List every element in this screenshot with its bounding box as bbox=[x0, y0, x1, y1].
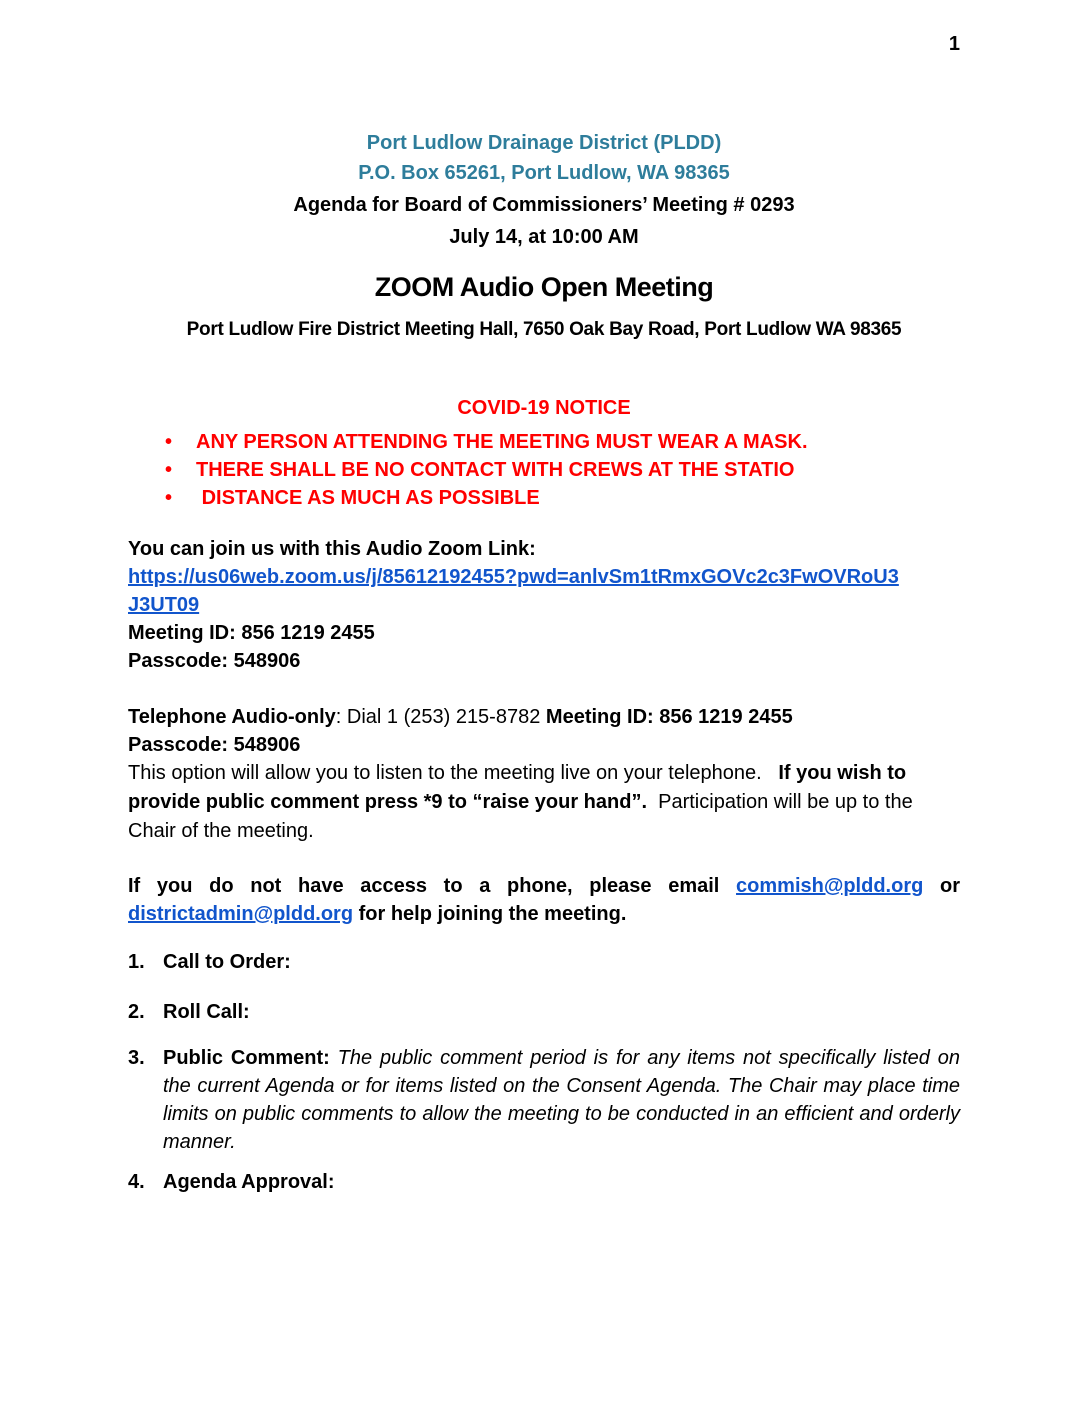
telephone-description bbox=[128, 759, 960, 846]
email-help-text3: for help joining the meeting. bbox=[353, 903, 627, 925]
agenda-item-title: Roll Call: bbox=[163, 1001, 250, 1023]
bullet-icon: • bbox=[165, 459, 173, 481]
agenda-item-roll-call bbox=[128, 998, 960, 1026]
zoom-link-line2[interactable]: J3UT09 bbox=[128, 594, 200, 616]
agenda-item-title: Agenda Approval: bbox=[163, 1171, 335, 1193]
agenda-item-number: 4. bbox=[128, 1171, 145, 1193]
agenda-item-description: The public comment period is for any items not specifically listed on the current Agenda or for items listed on the Consent Agenda. The Chair may place time limits on public comments to allow the meeting to be conducted in an efficient and orderly manner. bbox=[163, 1047, 960, 1153]
email-help-paragraph bbox=[128, 872, 960, 928]
commish-email-link[interactable]: commish@pldd.org bbox=[736, 875, 924, 897]
meeting-datetime: July 14, at 10:00 AM bbox=[449, 226, 639, 248]
zoom-link-line1[interactable]: https://us06web.zoom.us/j/85612192455?pwd=anlvSm1tRmxGOVc2c3FwOVRoU3 bbox=[128, 566, 899, 588]
bullet-icon: • bbox=[165, 487, 173, 509]
email-help-text2: or bbox=[923, 875, 961, 897]
agenda-item-list bbox=[128, 948, 960, 1196]
covid-bullet-item bbox=[128, 456, 960, 484]
agenda-item-number: 2. bbox=[128, 1001, 145, 1023]
meeting-location: Port Ludlow Fire District Meeting Hall, 7650 Oak Bay Road, Port Ludlow WA 98365 bbox=[186, 319, 902, 340]
zoom-join-section bbox=[128, 535, 960, 675]
agenda-item-number: 3. bbox=[128, 1047, 145, 1069]
telephone-description-text1: This option will allow you to listen to the meeting live on your telephone. bbox=[128, 762, 779, 784]
agenda-title: Agenda for Board of Commissioners’ Meeting # 0293 bbox=[293, 194, 795, 216]
telephone-description-text2: Participation will be up to the Chair of the meeting. bbox=[128, 791, 919, 842]
covid-bullet-text: ANY PERSON ATTENDING THE MEETING MUST WEAR A MASK. bbox=[196, 431, 808, 453]
covid-bullet-item bbox=[128, 428, 960, 456]
covid-bullet-text: THERE SHALL BE NO CONTACT WITH CREWS AT THE STATIO bbox=[196, 459, 795, 481]
covid-notice-list bbox=[128, 428, 960, 512]
org-name: Port Ludlow Drainage District (PLDD) bbox=[366, 132, 722, 154]
meeting-type-heading: ZOOM Audio Open Meeting bbox=[374, 272, 714, 302]
org-address: P.O. Box 65261, Port Ludlow, WA 98365 bbox=[358, 162, 730, 184]
zoom-meeting-link[interactable] bbox=[128, 563, 960, 619]
zoom-passcode: Passcode: 548906 bbox=[128, 650, 301, 672]
zoom-join-label: You can join us with this Audio Zoom Link: bbox=[128, 538, 536, 560]
covid-notice-title: COVID-19 NOTICE bbox=[457, 397, 631, 419]
email-help-text1: If you do not have access to a phone, please email bbox=[128, 875, 737, 897]
agenda-item-number: 1. bbox=[128, 951, 145, 973]
telephone-dial-line bbox=[128, 703, 960, 731]
telephone-description-bold: If you wish to provide public comment press *9 to “raise your hand”. bbox=[128, 762, 912, 813]
agenda-item-agenda-approval bbox=[128, 1168, 960, 1196]
covid-bullet-text: DISTANCE AS MUCH AS POSSIBLE bbox=[196, 487, 540, 509]
page-number: 1 bbox=[948, 33, 960, 55]
agenda-item-title: Call to Order: bbox=[163, 951, 291, 973]
telephone-meeting-id: Meeting ID: 856 1219 2455 bbox=[545, 706, 793, 728]
telephone-label: Telephone Audio-only bbox=[128, 706, 336, 728]
agenda-item-title: Public Comment: bbox=[163, 1047, 338, 1069]
telephone-passcode: Passcode: 548906 bbox=[128, 734, 301, 756]
covid-bullet-item bbox=[128, 484, 960, 512]
agenda-item-call-to-order bbox=[128, 948, 960, 976]
agenda-item-public-comment bbox=[128, 1044, 960, 1156]
districtadmin-email-link[interactable]: districtadmin@pldd.org bbox=[128, 903, 354, 925]
telephone-section bbox=[128, 703, 960, 846]
telephone-dial-number: : Dial 1 (253) 215-8782 bbox=[335, 706, 546, 728]
zoom-meeting-id: Meeting ID: 856 1219 2455 bbox=[128, 622, 375, 644]
bullet-icon: • bbox=[165, 431, 173, 453]
